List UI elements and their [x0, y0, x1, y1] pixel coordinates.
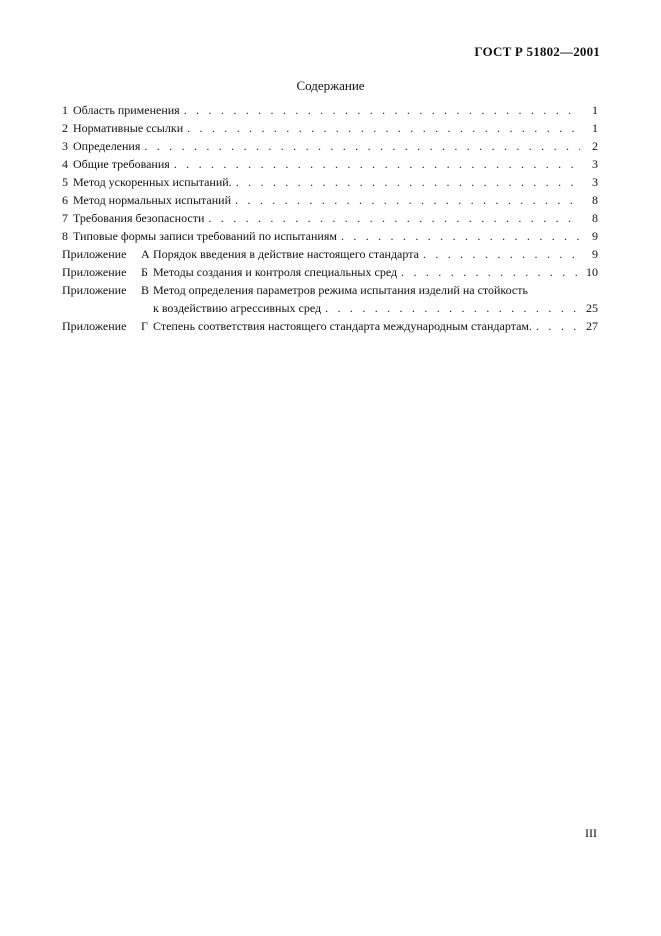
appendix-word: Приложение	[62, 265, 127, 279]
toc-entry-page: 25	[586, 301, 598, 315]
toc-leader-dots	[184, 101, 580, 119]
toc-entry-page: 8	[592, 193, 598, 207]
toc-entry-label: Определения	[73, 139, 141, 153]
toc-entry-label: Метод ускоренных испытаний.	[73, 175, 232, 189]
toc-entry-appendix-a[interactable]	[62, 245, 598, 263]
toc-leader-dots	[423, 245, 580, 263]
toc-entry-label: Степень соответствия настоящего стандарта международным стандартам.	[153, 319, 533, 333]
toc-entry-number: 4	[62, 157, 68, 171]
toc-entry-label: Область применения	[73, 103, 180, 117]
toc-entry-appendix-b[interactable]	[62, 263, 598, 281]
toc-entry-label: Порядок введения в действие настоящего стандарта	[153, 247, 419, 261]
toc-entry-label: Общие требования	[73, 157, 170, 171]
toc-entry-section-4[interactable]	[62, 155, 598, 173]
toc-leader-dots	[208, 209, 580, 227]
toc-leader-dots	[174, 155, 580, 173]
toc-entry-section-2[interactable]	[62, 119, 598, 137]
appendix-word: Приложение	[62, 247, 127, 261]
toc-entry-page: 3	[592, 175, 598, 189]
toc-entry-section-5[interactable]	[62, 173, 598, 191]
toc-leader-dots	[235, 191, 580, 209]
toc-entry-number: 6	[62, 193, 68, 207]
toc-title: Содержание	[296, 78, 365, 93]
toc-entry-section-1[interactable]	[62, 101, 598, 119]
toc-entry-appendix-g[interactable]	[62, 317, 598, 335]
toc-entry-section-6[interactable]	[62, 191, 598, 209]
toc-entry-label-continuation: к воздействию агрессивных сред	[153, 301, 322, 315]
toc-entry-number: 5	[62, 175, 68, 189]
toc-leader-dots	[187, 119, 580, 137]
toc-entry-number: 2	[62, 121, 68, 135]
toc-leader-dots	[536, 317, 580, 335]
toc-entry-label: Типовые формы записи требований по испытаниям	[73, 229, 337, 243]
toc-entry-page: 1	[592, 103, 598, 117]
toc-entry-number: 7	[62, 211, 68, 225]
toc-entry-page: 27	[586, 319, 598, 333]
toc-entry-number: 3	[62, 139, 68, 153]
toc-leader-dots	[236, 173, 580, 191]
toc-entry-section-3[interactable]	[62, 137, 598, 155]
toc-entry-label: Нормативные ссылки	[73, 121, 184, 135]
toc-leader-dots	[325, 299, 580, 317]
toc-leader-dots	[401, 263, 580, 281]
toc-entry-section-8[interactable]	[62, 227, 598, 245]
toc-entry-page: 2	[592, 139, 598, 153]
page-number: III	[585, 826, 597, 840]
appendix-letter: А	[141, 247, 150, 261]
appendix-letter: В	[141, 283, 150, 297]
toc-entry-label: Метод определения параметров режима испытания изделий на стойкость	[153, 283, 528, 297]
toc-entry-section-7[interactable]	[62, 209, 598, 227]
toc-leader-dots	[144, 137, 580, 155]
toc-entry-appendix-v[interactable]	[62, 281, 598, 299]
toc-entry-number: 8	[62, 229, 68, 243]
toc-entry-page: 9	[592, 229, 598, 243]
toc-entry-page: 10	[586, 265, 598, 279]
toc-entry-page: 8	[592, 211, 598, 225]
toc-entry-label: Требования безопасности	[73, 211, 205, 225]
toc-entry-appendix-v-continuation[interactable]	[62, 299, 598, 317]
toc-entry-label: Методы создания и контроля специальных сред	[153, 265, 398, 279]
toc-entry-page: 1	[592, 121, 598, 135]
toc-entry-label: Метод нормальных испытаний	[73, 193, 232, 207]
document-id: ГОСТ Р 51802—2001	[474, 44, 600, 59]
appendix-letter: Б	[141, 265, 148, 279]
appendix-word: Приложение	[62, 319, 127, 333]
appendix-letter: Г	[141, 319, 148, 333]
toc-entry-page: 9	[592, 247, 598, 261]
toc-leader-dots	[341, 227, 580, 245]
table-of-contents	[62, 101, 598, 335]
toc-entry-number: 1	[62, 103, 68, 117]
toc-entry-page: 3	[592, 157, 598, 171]
appendix-word: Приложение	[62, 283, 127, 297]
